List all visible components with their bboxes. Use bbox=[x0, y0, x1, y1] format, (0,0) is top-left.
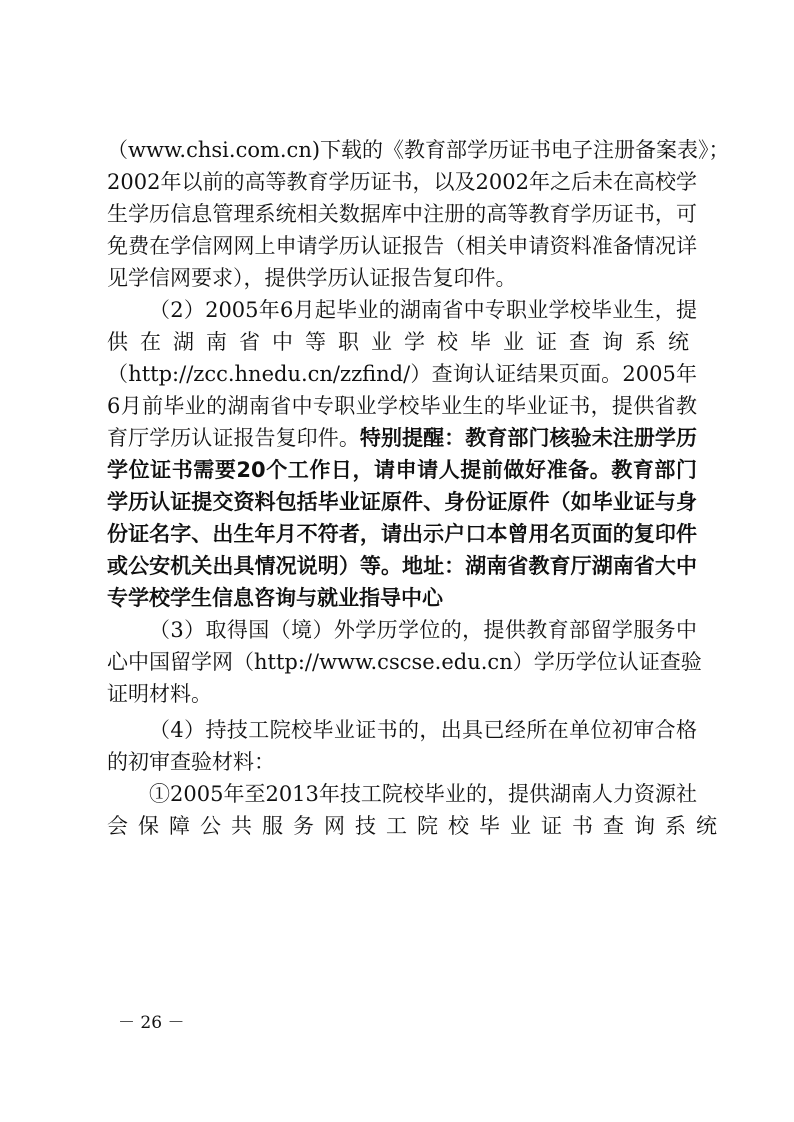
text-line: ①2005年至2013年技工院校毕业的，提供湖南人力资源社 bbox=[149, 782, 697, 806]
text-line: 免费在学信网网上申请学历认证报告（相关申请资料准备情况详 bbox=[107, 234, 697, 258]
bold-notice-line: 学历认证提交资料包括毕业证原件、身份证原件（如毕业证与身 bbox=[107, 490, 697, 514]
text-line: （2）2005年6月起毕业的湖南省中专职业学校毕业生，提 bbox=[149, 298, 697, 322]
bold-notice-line: 专学校学生信息咨询与就业指导中心 bbox=[107, 586, 443, 610]
text-line: （http://zcc.hnedu.cn/zzfind/）查询认证结果页面。2005年 bbox=[107, 362, 697, 386]
bold-notice-line: 份证名字、出生年月不符者，请出示户口本曾用名页面的复印件 bbox=[107, 522, 697, 546]
text-line: 6月前毕业的湖南省中专职业学校毕业生的毕业证书，提供省教 bbox=[107, 394, 697, 418]
text-line: 育厅学历认证报告复印件。特别提醒：教育部门核验未注册学历 bbox=[107, 426, 698, 450]
text-line: 供在湖南省中等职业学校毕业证查询系统 bbox=[107, 330, 701, 354]
document-body bbox=[107, 138, 730, 838]
text-line: （3）取得国（境）外学历学位的，提供教育部留学服务中 bbox=[149, 618, 697, 642]
text-line: 生学历信息管理系统相关数据库中注册的高等教育学历证书，可 bbox=[107, 202, 697, 226]
text-line: 的初审查验材料： bbox=[107, 750, 275, 774]
text-line: （www.chsi.com.cn)下载的《教育部学历证书电子注册备案表》； bbox=[107, 138, 730, 162]
text-line: 见学信网要求），提供学历认证报告复印件。 bbox=[107, 266, 517, 290]
text-line: 心中国留学网（http://www.cscse.edu.cn）学历学位认证查验 bbox=[107, 650, 702, 674]
text-line: 证明材料。 bbox=[107, 682, 212, 706]
bold-notice: 特别提醒：教育部门核验未注册学历 bbox=[359, 426, 698, 450]
text-line: （4）持技工院校毕业证书的，出具已经所在单位初审合格 bbox=[149, 718, 697, 742]
bold-notice-line: 或公安机关出具情况说明）等。地址：湖南省教育厅湖南省大中 bbox=[107, 554, 697, 578]
bold-notice-line: 学位证书需要20个工作日，请申请人提前做好准备。教育部门 bbox=[107, 458, 697, 482]
page-number: － 26 － bbox=[118, 1013, 185, 1033]
text-line: 会保障公共服务网技工院校毕业证书查询系统 bbox=[107, 814, 727, 838]
text-line: 2002年以前的高等教育学历证书，以及2002年之后未在高校学 bbox=[107, 170, 697, 194]
